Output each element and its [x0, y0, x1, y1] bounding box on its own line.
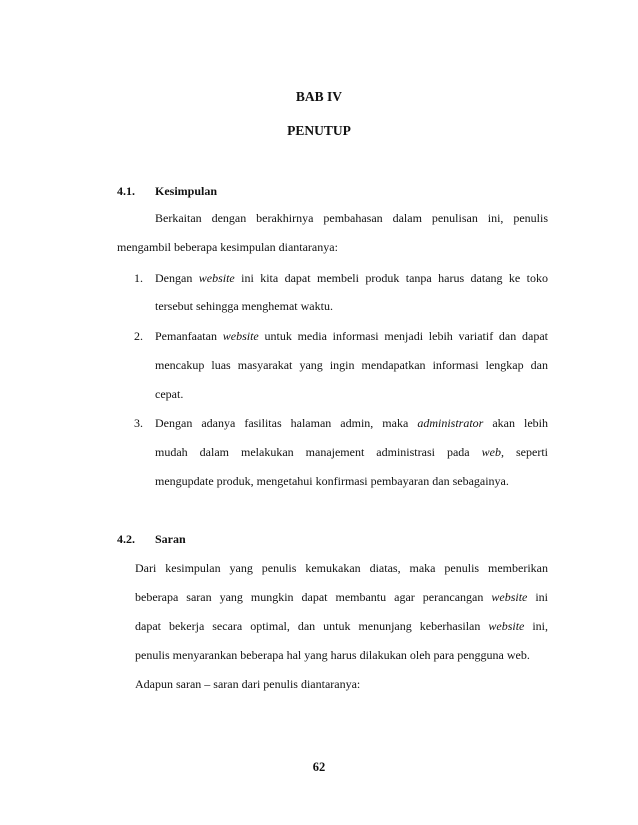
list-item-line: cepat.	[155, 387, 184, 401]
paragraph-line: penulis menyarankan beberapa hal yang harus dilakukan oleh para pengguna web.	[135, 648, 530, 662]
paragraph-line: mengambil beberapa kesimpulan diantaranya:	[117, 240, 338, 254]
section-number: 4.1.	[117, 184, 135, 198]
list-item-line: mengupdate produk, mengetahui konfirmasi pembayaran dan sebagainya.	[155, 474, 509, 488]
paragraph-line: dapat bekerja secara optimal, dan untuk menunjang keberhasilan website ini,	[135, 619, 549, 633]
section-title: Kesimpulan	[155, 184, 218, 198]
paragraph-line: Berkaitan dengan berakhirnya pembahasan dalam penulisan ini, penulis	[155, 211, 548, 225]
section-number: 4.2.	[117, 532, 135, 546]
list-item-line: Dengan website ini kita dapat membeli produk tanpa harus datang ke toko	[155, 271, 548, 285]
list-item-line: mencakup luas masyarakat yang ingin mendapatkan informasi lengkap dan	[155, 358, 548, 372]
chapter-title: PENUTUP	[287, 123, 351, 138]
list-number: 3.	[134, 416, 143, 430]
list-item-line: mudah dalam melakukan manajement administrasi pada web, seperti	[155, 445, 548, 459]
paragraph-line: Dari kesimpulan yang penulis kemukakan diatas, maka penulis memberikan	[135, 561, 548, 575]
page-number: 62	[312, 760, 326, 774]
list-number: 2.	[134, 329, 143, 343]
list-item-line: Dengan adanya fasilitas halaman admin, maka administrator akan lebih	[155, 416, 548, 430]
paragraph-line: Adapun saran – saran dari penulis diantaranya:	[135, 677, 361, 691]
list-item-line: Pemanfaatan website untuk media informasi menjadi lebih variatif dan dapat	[155, 329, 549, 343]
section-title: Saran	[155, 532, 186, 546]
chapter-label: BAB IV	[295, 89, 343, 104]
list-number: 1.	[134, 271, 143, 285]
paragraph-line: beberapa saran yang mungkin dapat membantu agar perancangan website ini	[135, 590, 549, 604]
list-item-line: tersebut sehingga menghemat waktu.	[155, 299, 333, 313]
